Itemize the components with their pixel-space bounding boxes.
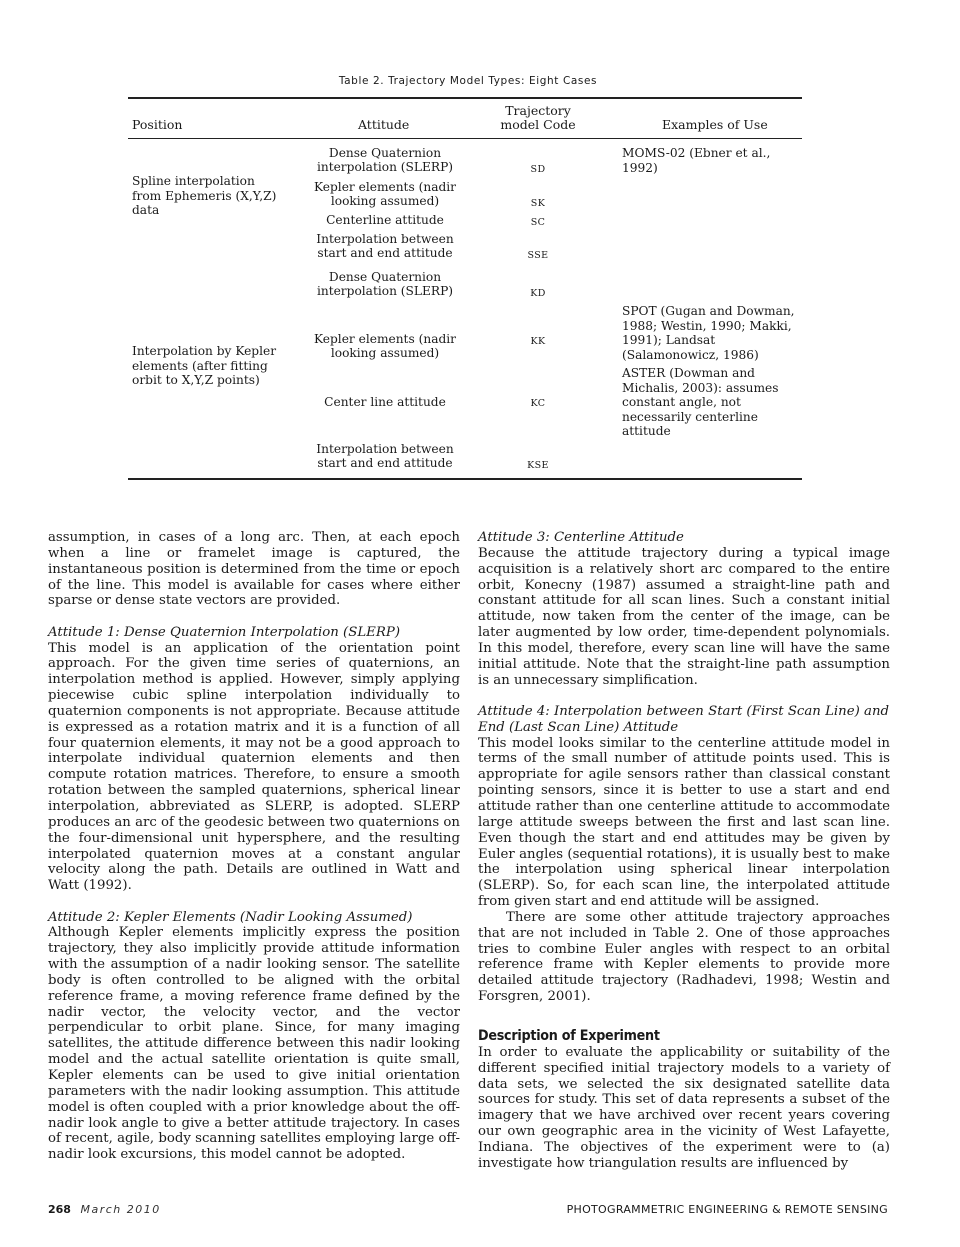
paragraph-attitude-1: This model is an application of the orientation point approach. For the given time series of quaternions, an interpolation method is applied. However, simply applying piecewise cubic spline interpolation individually to quaternion components is not appropriate. Because attitude is expressed as a rotation matrix and it is a function of all four quaternion elements, it may not be a good approach to interpolate individual quaternion elements and then compute rotation matrices. Therefore, to ensure a smooth rotation between the sampled quaternions, spherical linear interpolation, abbreviated as SLERP, is adopted. SLERP produces an arc of the geodesic between two quaternions on the four-dimensional unit hypersphere, and the resulting interpolated quaternion moves at a constant angular velocity along the path. Details are outlined in Watt and Watt (1992). [48, 640, 460, 894]
heading-attitude-4: Attitude 4: Interpolation between Start (First Scan Line) and End (Last Scan Line) Attitude [478, 703, 890, 735]
right-column [478, 530, 890, 1172]
table-top-rule [128, 97, 802, 99]
header-examples: Examples of Use [662, 117, 768, 132]
code-sk: SK [530, 198, 546, 209]
section-heading-experiment: Description of Experiment [478, 1027, 660, 1044]
attitude-sk-l2: looking assumed) [330, 194, 440, 208]
attitude-kk-l2: looking assumed) [330, 346, 440, 360]
page-number: 268 [48, 1203, 71, 1216]
attitude-sse-l2: start and end attitude [317, 246, 453, 260]
code-kse: KSE [527, 460, 549, 471]
position-group-kepler: Interpolation by Kepler elements (after fitting orbit to X,Y,Z points) [132, 344, 277, 388]
journal-name: PHOTOGRAMMETRIC ENGINEERING & REMOTE SENSING [566, 1203, 888, 1216]
issue-date: March 2010 [80, 1203, 161, 1216]
attitude-kd-l1: Dense Quaternion [328, 270, 442, 284]
table-bottom-rule [128, 478, 802, 480]
code-sc: SC [530, 217, 546, 228]
example-spot-landsat: SPOT (Gugan and Dowman, 1988; Westin, 1990; Makki, 1991); Landsat (Salamonowicz, 1986) [622, 304, 795, 362]
paragraph-continuation: assumption, in cases of a long arc. Then, at each epoch when a line or framelet image is captured, the instantaneous position is determined from the time or epoch of the line. This model is available for cases where either sparse or dense state vectors are provided. [48, 530, 460, 609]
heading-attitude-1: Attitude 1: Dense Quaternion Interpolation (SLERP) [48, 624, 401, 640]
paragraph-attitude-4: This model looks similar to the centerline attitude model in terms of the small number of attitude points used. This is appropriate for agile sensors rather than classical constant pointing sensors, since it is better to use a start and end attitude rather than one centerline attitude to accommodate large attitude sweeps between the first and last scan line. Even though the start and end attitudes may be given by Euler angles (sequential rotations), it is usually best to make the interpolation using spherical linear interpolation (SLERP). So, for each scan line, the interpolated attitude from given start and end attitude will be assigned. [478, 735, 890, 910]
attitude-kse-l1: Interpolation between [316, 442, 454, 456]
table-header-rule [128, 138, 802, 139]
paragraph-experiment: In order to evaluate the applicability or suitability of the different specified initial trajectory models to a variety of data sets, we selected the six designated satellite data sources for study. This set of data represents a subset of the imagery that we have archived over recent years covering our own geographic area in the vicinity of West Lafayette, Indiana. The objectives of the experiment were to (a) investigate how triangulation results are influenced by [478, 1044, 890, 1171]
code-kd: KD [530, 288, 546, 299]
attitude-kk-l1: Kepler elements (nadir [314, 332, 456, 346]
paragraph-attitude-3: Because the attitude trajectory during a typical image acquisition is a relatively short arc compared to the entire orbit, Konecny (1987) assumed a straight-line path and constant attitude for all scan lines. Such a constant initial attitude, now taken from the center of the image, can be later augmented by low order, time-dependent polynomials. In this model, therefore, every scan line will have the same initial attitude. Note that the straight-line path assumption is an unnecessary simplification. [478, 545, 890, 688]
header-position: Position [132, 117, 183, 132]
attitude-sd-l2: interpolation (SLERP) [316, 160, 454, 174]
header-code-line1: Trajectory [505, 103, 571, 118]
attitude-kc-l1: Center line attitude [324, 395, 446, 409]
attitude-sc-l1: Centerline attitude [326, 213, 444, 227]
paragraph-attitude-2: Although Kepler elements implicitly express the position trajectory, they also implicitly provide attitude information with the assumption of a nadir looking sensor. The satellite body is often controlled to be aligned with the orbital reference frame, a moving reference frame defined by the nadir vector, the velocity vector, and the vector perpendicular to orbit plane. Since, for many imaging satellites, the attitude difference between this nadir looking model and the actual satellite orientation is quite small, Kepler elements can be used to give initial orientation parameters with the nadir looking assumption. This attitude model is often coupled with a prior knowledge about the off-nadir look angle to give a better attitude trajectory. In cases of recent, agile, body scanning satellites employing large off-nadir look excursions, this model cannot be adopted. [48, 925, 460, 1163]
attitude-sd-l1: Dense Quaternion [328, 146, 442, 160]
code-sse: SSE [527, 250, 549, 261]
code-sd: SD [530, 164, 546, 175]
attitude-sse-l1: Interpolation between [316, 232, 454, 246]
footer-left [48, 1203, 161, 1216]
header-code-line2: model Code [500, 117, 576, 132]
code-kk: KK [530, 336, 546, 347]
attitude-kd-l2: interpolation (SLERP) [316, 284, 454, 298]
example-aster: ASTER (Dowman and Michalis, 2003): assumes constant angle, not necessarily centerline attitude [622, 366, 779, 439]
table-title: Table 2. Trajectory Model Types: Eight Cases [338, 75, 598, 87]
example-moms: MOMS-02 (Ebner et al., 1992) [622, 146, 771, 175]
code-kc: KC [530, 398, 546, 409]
paragraph-other-approaches: There are some other attitude trajectory approaches that are not included in Table 2. One of those approaches tries to combine Euler angles with respect to an orbital reference frame with Kepler elements to provide more detailed attitude trajectory (Radhadevi, 1998; Westin and Forsgren, 2001). [478, 909, 890, 1005]
header-attitude: Attitude [358, 117, 410, 132]
left-column [48, 530, 460, 1163]
attitude-kse-l2: start and end attitude [317, 456, 453, 470]
attitude-sk-l1: Kepler elements (nadir [314, 180, 456, 194]
position-group-spline: Spline interpolation from Ephemeris (X,Y,Z) data [132, 174, 277, 218]
heading-attitude-3: Attitude 3: Centerline Attitude [478, 530, 684, 545]
heading-attitude-2: Attitude 2: Kepler Elements (Nadir Looking Assumed) [48, 909, 413, 925]
